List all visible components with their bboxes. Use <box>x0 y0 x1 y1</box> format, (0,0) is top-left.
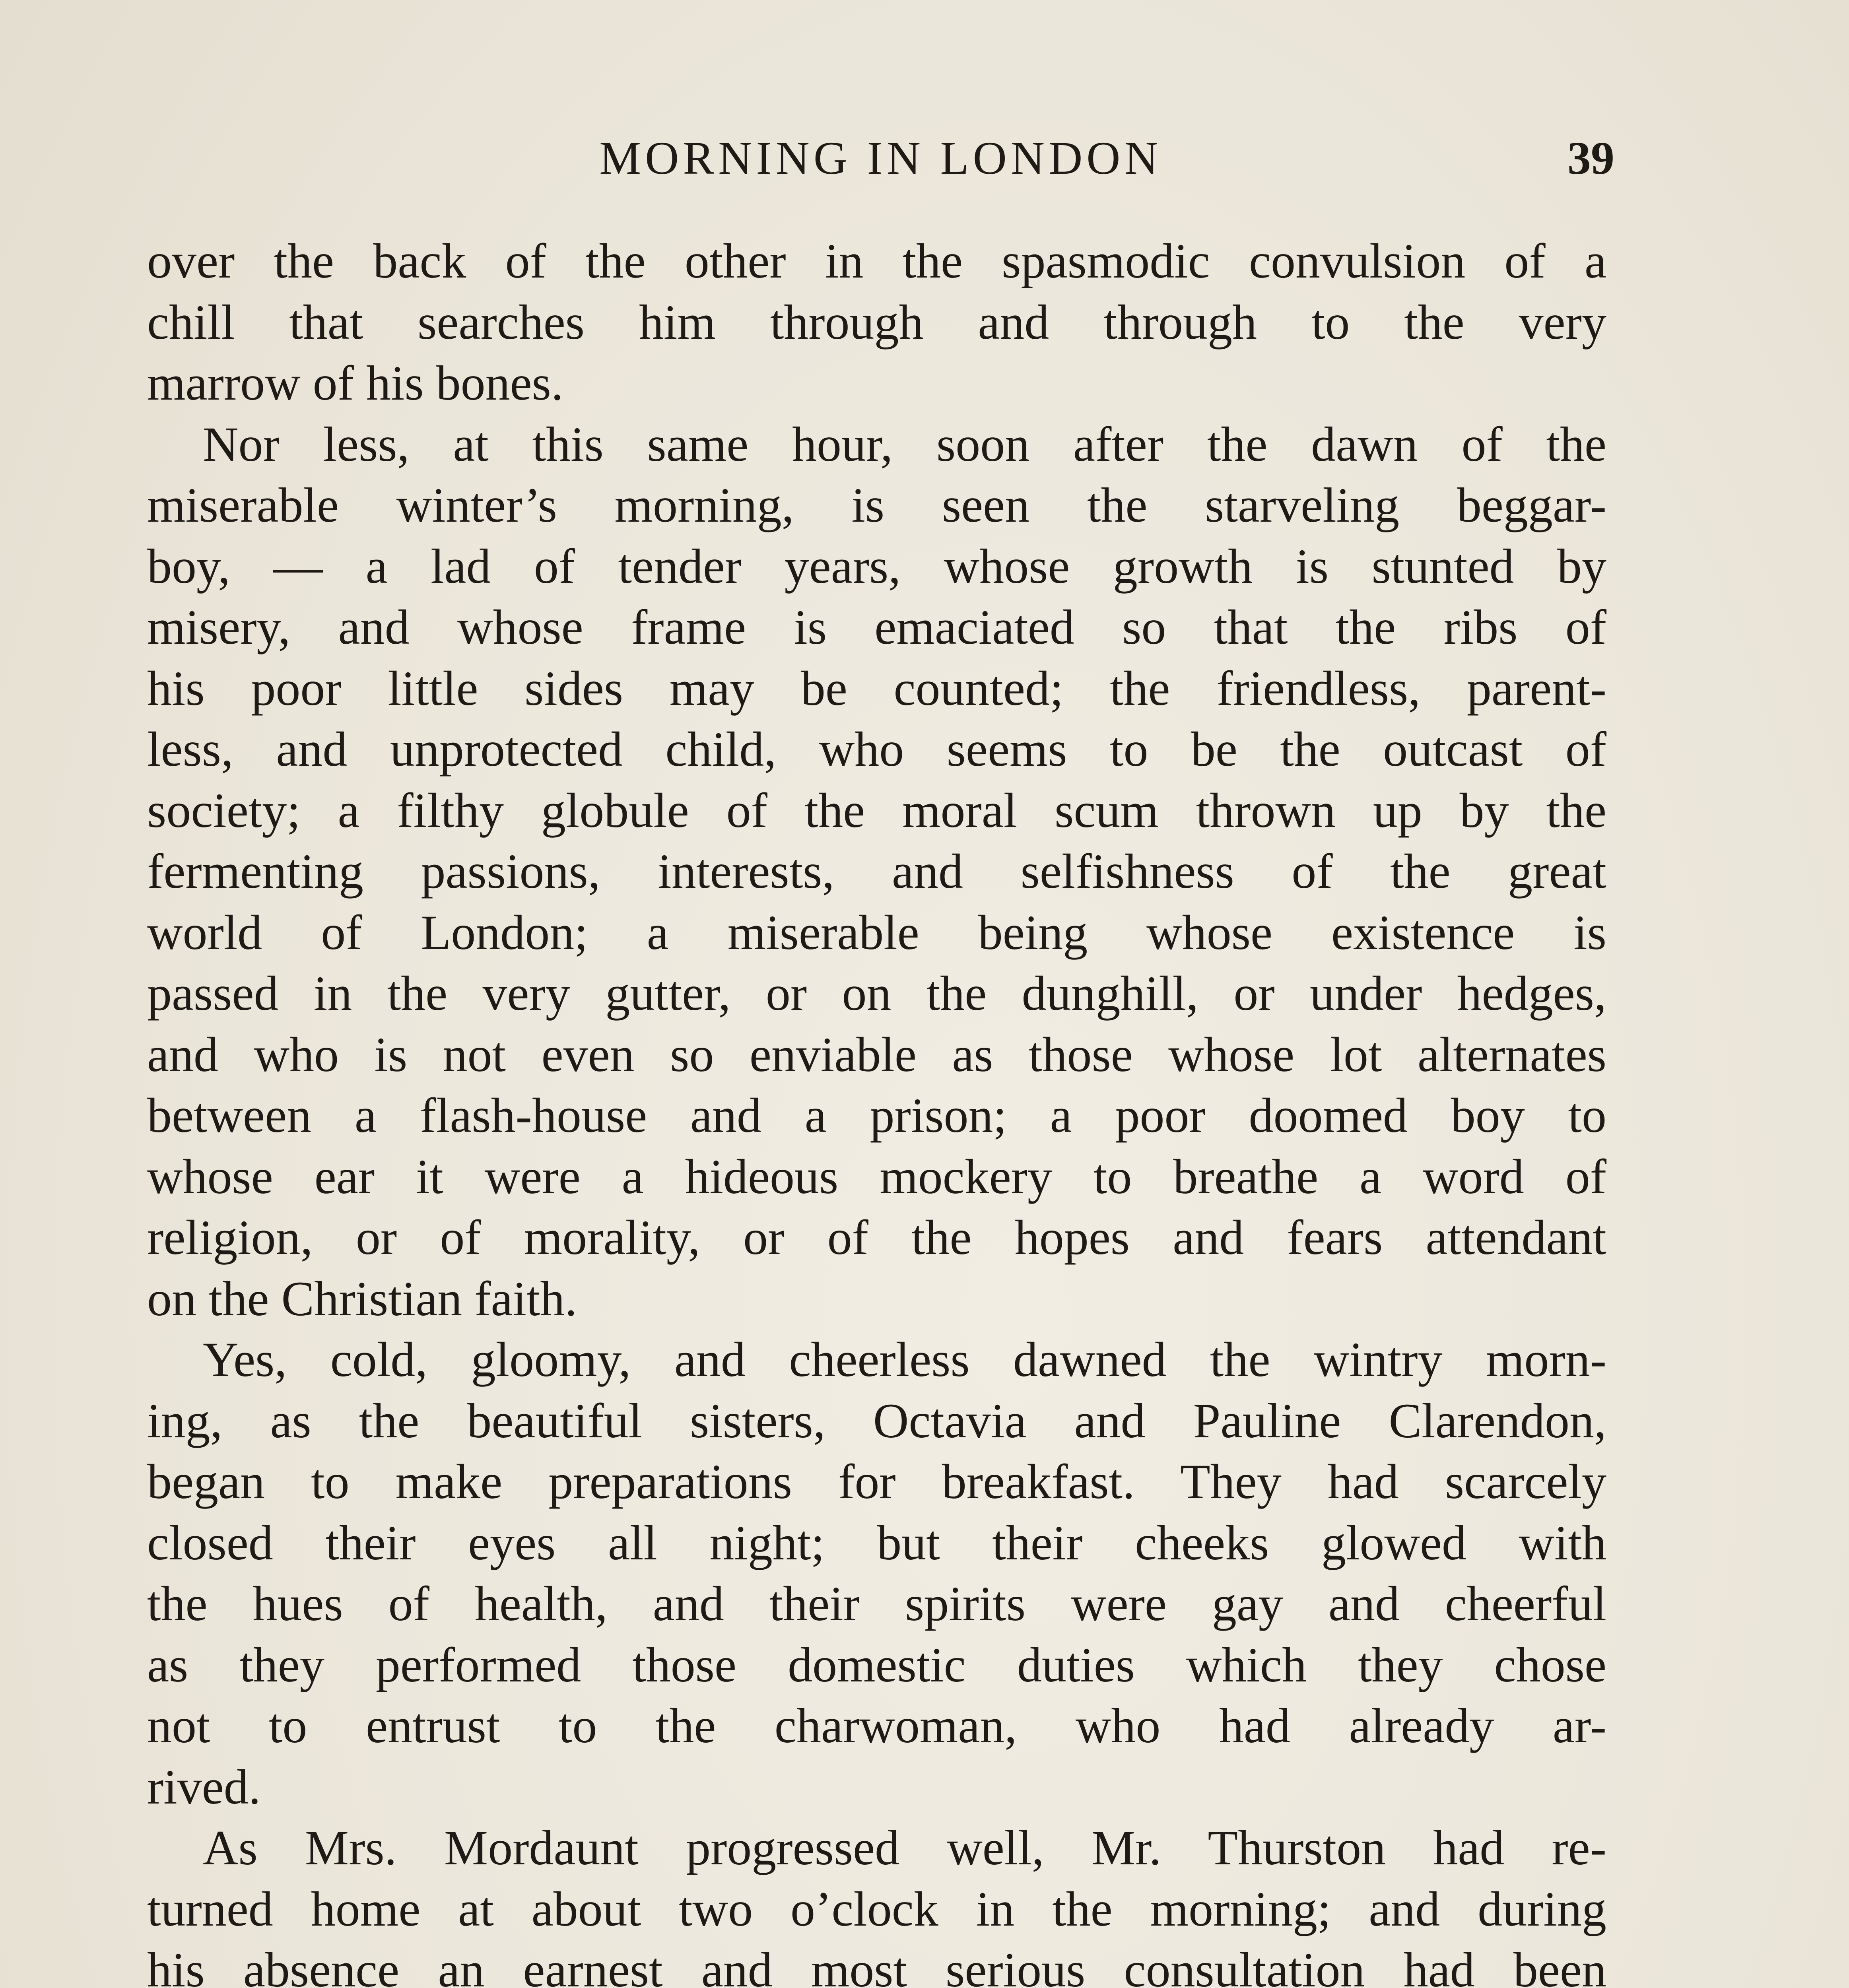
text-line: miserable winter’s morning, is seen the starveling beggar- <box>147 478 1606 532</box>
text-line: closed their eyes all night; but their cheeks glowed with <box>147 1515 1606 1570</box>
text-line: ing, as the beautiful sisters, Octavia and Pauline Clarendon, <box>147 1393 1606 1448</box>
body-text <box>147 231 1606 1988</box>
text-line: fermenting passions, interests, and selfishness of the great <box>147 844 1606 899</box>
text-line: and who is not even so enviable as those whose lot alternates <box>147 1027 1606 1082</box>
text-line: between a flash-house and a prison; a poor doomed boy to <box>147 1088 1606 1143</box>
text-line: as they performed those domestic duties which they chose <box>147 1637 1606 1692</box>
paragraph <box>147 1817 1606 1988</box>
text-line: not to entrust to the charwoman, who had already ar- <box>147 1699 1606 1753</box>
paragraph <box>147 414 1606 1330</box>
text-line: Yes, cold, gloomy, and cheerless dawned the wintry morn- <box>203 1332 1606 1387</box>
text-line: boy, — a lad of tender years, whose growth is stunted by <box>147 539 1606 594</box>
text-line: world of London; a miserable being whose existence is <box>147 905 1606 960</box>
text-line: over the back of the other in the spasmodic convulsion of a <box>147 234 1606 288</box>
text-line: on the Christian faith. <box>147 1271 577 1326</box>
text-line: the hues of health, and their spirits were gay and cheerful <box>147 1576 1606 1631</box>
text-line: less, and unprotected child, who seems to be the outcast of <box>147 722 1606 777</box>
text-line: chill that searches him through and through to the very <box>147 295 1606 349</box>
text-line: marrow of his bones. <box>147 356 563 410</box>
page-header <box>147 126 1614 190</box>
text-line: Nor less, at this same hour, soon after the dawn of the <box>203 417 1606 472</box>
text-line: his absence an earnest and most serious consultation had been <box>147 1943 1606 1988</box>
text-line: whose ear it were a hideous mockery to breathe a word of <box>147 1149 1606 1204</box>
text-line: his poor little sides may be counted; the friendless, parent- <box>147 661 1606 716</box>
text-line: turned home at about two o’clock in the morning; and during <box>147 1881 1606 1936</box>
text-line: passed in the very gutter, or on the dunghill, or under hedges, <box>147 966 1606 1021</box>
running-head: MORNING IN LONDON <box>599 132 1162 184</box>
text-line: As Mrs. Mordaunt progressed well, Mr. Thurston had re- <box>203 1821 1606 1875</box>
text-line: misery, and whose frame is emaciated so that the ribs of <box>147 600 1606 654</box>
text-line: society; a filthy globule of the moral scum thrown up by the <box>147 783 1606 838</box>
text-line: rived. <box>147 1759 261 1814</box>
page-number: 39 <box>1567 132 1614 184</box>
text-line: began to make preparations for breakfast. They had scarcely <box>147 1454 1606 1509</box>
paragraph <box>147 1329 1606 1817</box>
paragraph <box>147 231 1606 414</box>
text-line: religion, or of morality, or of the hopes and fears attendant <box>147 1210 1606 1265</box>
